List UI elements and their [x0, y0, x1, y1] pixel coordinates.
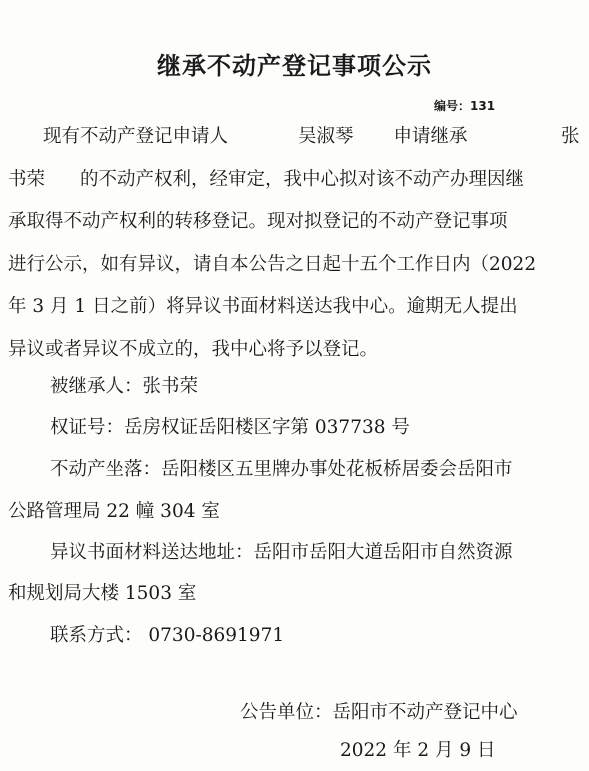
applicant-name: 吴淑琴 [298, 126, 354, 147]
body-inherit-label: 申请继承 [393, 126, 468, 147]
issue-date: 2022 年 2 月 9 日 [340, 740, 496, 761]
body-intro: 现有不动产登记申请人 [43, 126, 229, 147]
heir-field: 被继承人：张书荣 [50, 376, 199, 397]
page-title: 继承不动产登记事项公示 [157, 52, 432, 80]
decedent-name-part2: 书荣 [8, 168, 46, 190]
address-field-line-2: 和规划局大楼 1503 室 [8, 583, 197, 604]
decedent-name-part1: 张 [561, 126, 580, 147]
location-field-line-2: 公路管理局 22 幢 304 室 [8, 501, 220, 522]
issuer: 公告单位：岳阳市不动产登记中心 [240, 702, 518, 723]
notice-body [8, 116, 580, 371]
body-text-2: 的不动产权利，经审定，我中心拟对该不动产办理因继 [80, 168, 525, 190]
location-field-line-1: 不动产坐落：岳阳楼区五里牌办事处花板桥居委会岳阳市 [50, 459, 513, 480]
certificate-field: 权证号：岳房权证岳阳楼区字第 037738 号 [50, 417, 410, 438]
body-line-4: 进行公示，如有异议，请自本公告之日起十五个工作日内（2022 [8, 253, 537, 275]
body-line-3: 承取得不动产权利的转移登记。现对拟登记的不动产登记事项 [8, 211, 508, 232]
body-line-1 [8, 116, 580, 159]
body-line-6: 异议或者异议不成立的，我中心将予以登记。 [8, 338, 379, 360]
address-field-line-1: 异议书面材料送达地址：岳阳市岳阳大道岳阳市自然资源 [50, 542, 513, 563]
body-line-2 [8, 159, 580, 202]
body-line-5: 年 3 月 1 日之前）将异议书面材料送达我中心。逾期无人提出 [8, 296, 518, 317]
serial-number: 编号：131 [434, 99, 496, 113]
contact-field: 联系方式： 0730-8691971 [50, 625, 285, 646]
